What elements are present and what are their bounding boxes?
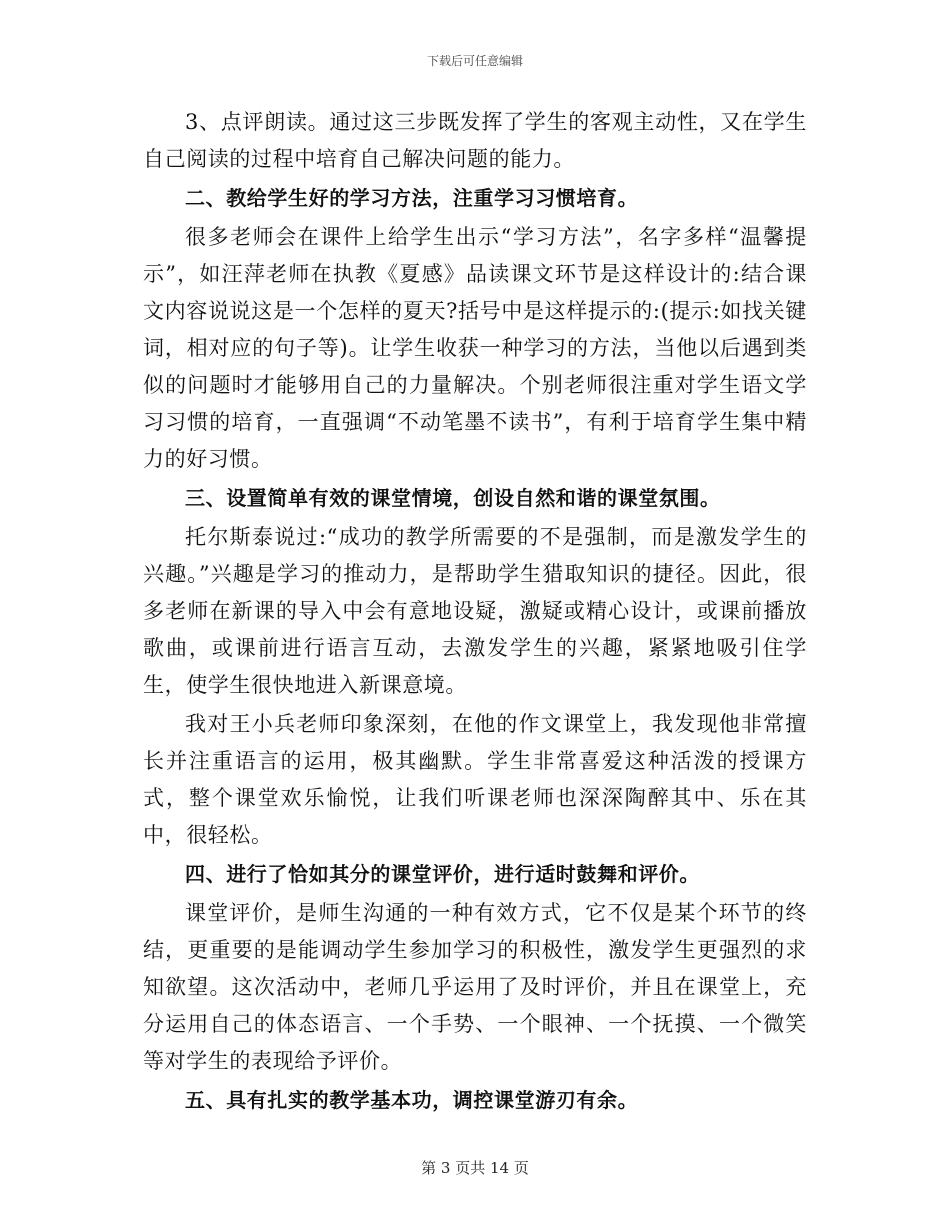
paragraph: 我对王小兵老师印象深刻，在他的作文课堂上，我发现他非常擅长并注重语言的运用，极其幽默。学生非常喜爱这种活泼的授课方式，整个课堂欢乐愉悦，让我们听课老师也深深陶醉其中、乐在其中，很轻松。 xyxy=(143,712,807,847)
paragraph: 托尔斯泰说过:“成功的教学所需要的不是强制，而是激发学生的兴趣。”兴趣是学习的推动力，是帮助学生猎取知识的捷径。因此，很多老师在新课的导入中会有意地设疑，激疑或精心设计，或课前播放歌曲，或课前进行语言互动，去激发学生的兴趣，紧紧地吸引住学生，使学生很快地进入新课意境。 xyxy=(143,525,807,697)
paragraph: 很多老师会在课件上给学生出示“学习方法”，名字多样“温馨提示”，如汪萍老师在执教《夏感》品读课文环节是这样设计的:结合课文内容说说这是一个怎样的夏天?括号中是这样提示的:(提示:如找关键词，相对应的句子等)。让学生收获一种学习的方法，当他以后遇到类似的问题时才能够用自己的力量解决。个别老师很注重对学生语文学习习惯的培育，一直强调“不动笔墨不读书”，有利于培育学生集中精力的好习惯。 xyxy=(143,225,807,471)
page-footer: 第 3 页共 14 页 xyxy=(421,1159,529,1177)
page-header: 下载后可任意编辑 xyxy=(426,54,523,68)
section-heading: 二、教给学生好的学习方法，注重学习习惯培育。 xyxy=(185,186,639,210)
paragraph: 课堂评价，是师生沟通的一种有效方式，它不仅是某个环节的终结，更重要的是能调动学生参加学习的积极性，激发学生更强烈的求知欲望。这次活动中，老师几乎运用了及时评价，并且在课堂上，充分运用自己的体态语言、一个手势、一个眼神、一个抚摸、一个微笑等对学生的表现给予评价。 xyxy=(143,901,807,1073)
document-body xyxy=(143,104,807,1121)
section-heading: 三、设置简单有效的课堂情境，创设自然和谐的课堂氛围。 xyxy=(185,486,721,510)
section-heading: 五、具有扎实的教学基本功，调控课堂游刃有余。 xyxy=(185,1088,639,1112)
section-heading: 四、进行了恰如其分的课堂评价，进行适时鼓舞和评价。 xyxy=(185,862,700,886)
paragraph: 3、点评朗读。通过这三步既发挥了学生的客观主动性，又在学生自己阅读的过程中培育自己解决问题的能力。 xyxy=(143,110,807,171)
